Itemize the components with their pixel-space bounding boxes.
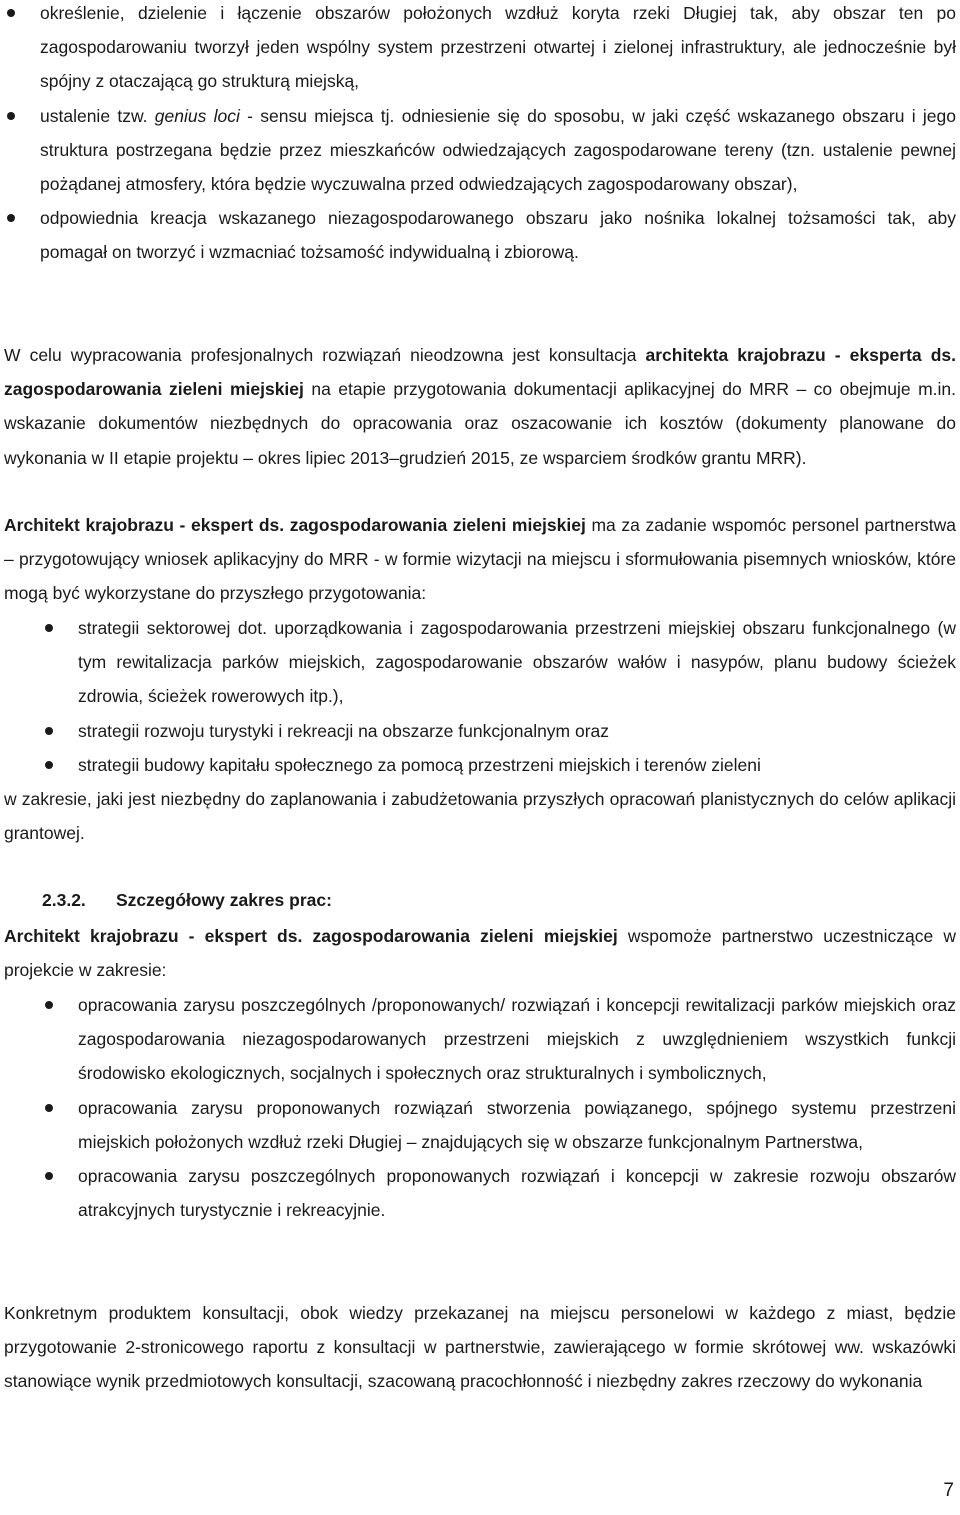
list-item-text: ustalenie tzw. bbox=[40, 105, 155, 126]
section-number: 2.3.2. bbox=[42, 890, 86, 910]
paragraph-role bbox=[4, 508, 956, 611]
bullet-list-goals bbox=[0, 0, 956, 270]
paragraph-text: W celu wypracowania profesjonalnych rozwiązań nieodzowna jest konsultacja bbox=[4, 345, 646, 365]
paragraph-scope: w zakresie, jaki jest niezbędny do zaplanowania i zabudżetowania przyszłych opracowań planistycznych do celów aplikacji grantowej. bbox=[4, 789, 956, 844]
list-item: strategii rozwoju turystyki i rekreacji na obszarze funkcjonalnym oraz bbox=[0, 714, 956, 748]
paragraph-support bbox=[4, 919, 956, 987]
list-item: opracowania zarysu poszczególnych proponowanych rozwiązań i koncepcji w zakresie rozwoju obszarów atrakcyjnych turystycznie i rekreacyjnie. bbox=[0, 1159, 956, 1227]
paragraph-consultation bbox=[4, 338, 956, 475]
paragraph-text: na etapie przygotowania dokumentacji aplikacyjnej do MRR – co obejmuje m.in. wskazanie dokumentów niezbędnych do opracowania oraz oszacowanie ich kosztów (dokumenty planowane do wykonania w II etapie projektu – okres lipiec 2013–grudzień 2015, ze wsparciem środków grantu MRR). bbox=[4, 379, 956, 468]
paragraph-product: Konkretnym produktem konsultacji, obok wiedzy przekazanej na miejscu personelowi w każdego z miast, będzie przygotowanie 2-stronicowego raportu z konsultacji w partnerstwie, zawierającego w formie skrótowej ww. wskazówki stanowiące wynik przedmiotowych konsultacji, szacowaną pracochłonność i niezbędny zakres rzeczowy do wykonania bbox=[4, 1303, 956, 1392]
page-number: 7 bbox=[943, 1480, 954, 1501]
section-title: Szczegółowy zakres prac: bbox=[116, 890, 332, 910]
list-item: określenie, dzielenie i łączenie obszarów położonych wzdłuż koryta rzeki Długiej tak, aby obszar ten po zagospodarowaniu tworzył jeden wspólny system przestrzeni otwartej i zielonej infrastruktury, ale jednocześnie był spójny z otaczającą go strukturą miejską, bbox=[0, 0, 956, 99]
list-item: opracowania zarysu proponowanych rozwiązań stworzenia powiązanego, spójnego systemu przestrzeni miejskich położonych wzdłuż rzeki Długiej – znajdujących się w obszarze funkcjonalnym Partnerstwa, bbox=[0, 1091, 956, 1159]
paragraph-text: ma za zadanie wspomóc personel partnerstwa – przygotowujący wniosek aplikacyjny do MRR - w formie wizytacji na miejscu i sformułowania pisemnych wniosków, które mogą być wykorzystane do przyszłego przygotowania: bbox=[4, 515, 956, 604]
list-item-emphasis: genius loci bbox=[154, 105, 240, 126]
bullet-list-tasks bbox=[0, 988, 956, 1227]
paragraph-bold: Architekt krajobrazu - ekspert ds. zagospodarowania zieleni miejskiej bbox=[4, 926, 618, 946]
bullet-list-strategies bbox=[0, 611, 956, 782]
list-item: opracowania zarysu poszczególnych /proponowanych/ rozwiązań i koncepcji rewitalizacji parków miejskich oraz zagospodarowania niezagospodarowanych przestrzeni miejskich z uwzględnieniem wszystkich funkcji środowisko ekologicznych, socjalnych i społecznych oraz strukturalnych i symbolicznych, bbox=[0, 988, 956, 1091]
list-item-text: - sensu miejsca tj. odniesienie się do sposobu, w jaki część wskazanego obszaru i jego struktura postrzegana będzie przez mieszkańców odwiedzających zagospodarowane tereny (tzn. ustalenie pewnej pożądanej atmosfery, która będzie wyczuwalna przed odwiedzających zagospodarowany obszar), bbox=[40, 105, 956, 195]
list-item: odpowiednia kreacja wskazanego niezagospodarowanego obszaru jako nośnika lokalnej tożsamości tak, aby pomagał on tworzyć i wzmacniać tożsamość indywidualną i zbiorową. bbox=[0, 201, 956, 269]
list-item: strategii budowy kapitału społecznego za pomocą przestrzeni miejskich i terenów zieleni bbox=[0, 748, 956, 782]
list-item bbox=[0, 99, 956, 202]
paragraph-text: wspomoże partnerstwo uczestniczące w projekcie w zakresie: bbox=[4, 926, 957, 981]
paragraph-bold: architekta krajobrazu - eksperta ds. zagospodarowania zieleni miejskiej bbox=[4, 345, 956, 400]
list-item: strategii sektorowej dot. uporządkowania i zagospodarowania przestrzeni miejskiej obszaru funkcjonalnego (w tym rewitalizacja parków miejskich, zagospodarowanie obszarów wałów i nasypów, planu budowy ścieżek zdrowia, ścieżek rowerowych itp.), bbox=[0, 611, 956, 714]
paragraph-bold: Architekt krajobrazu - ekspert ds. zagospodarowania zieleni miejskiej bbox=[4, 515, 586, 535]
section-heading bbox=[42, 883, 332, 917]
